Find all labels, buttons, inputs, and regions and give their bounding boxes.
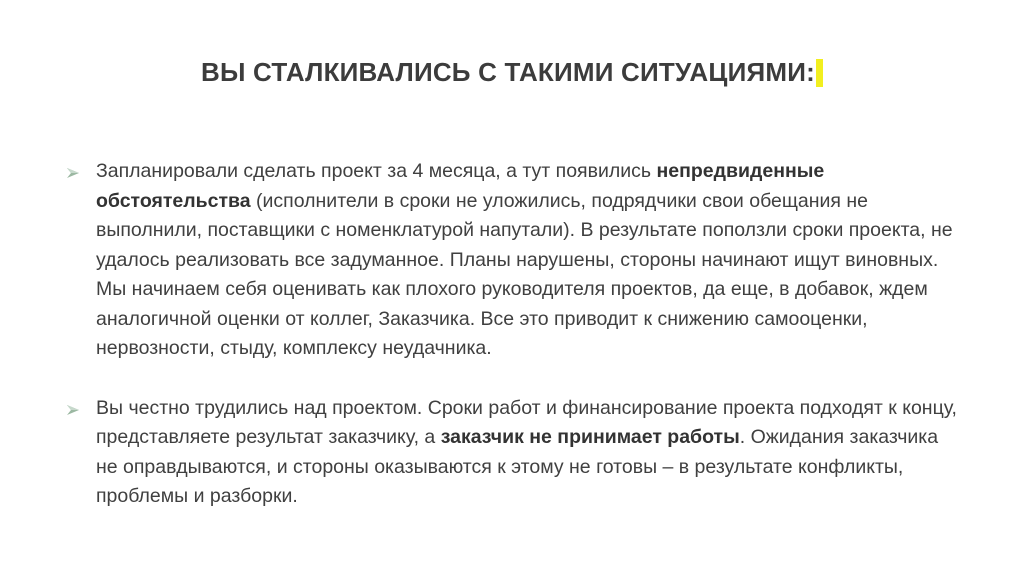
bullet-text: . Ожидания заказчика не оправдываются, и стороны оказываются к этому не готовы – в результате конфликты, проблемы и разборки. <box>96 426 939 507</box>
slide-title <box>0 55 1024 89</box>
arrow-bullet-icon <box>67 405 79 415</box>
bullet-item <box>60 394 960 512</box>
bullet-bold-text: заказчик не принимает работы <box>440 426 740 448</box>
bullet-text: Вы честно трудились над проектом. Сроки работ и финансирование проекта подходят к концу, представляете результат заказчику, а <box>96 396 957 448</box>
bullet-bold-text: непредвиденные обстоятельства <box>96 160 825 212</box>
arrow-bullet-icon <box>67 168 79 178</box>
bullet-text: Запланировали сделать проект за 4 месяца, а тут появились <box>96 160 657 182</box>
bullet-list <box>60 157 960 512</box>
text-cursor-mark <box>816 59 823 87</box>
slide-title-text: ВЫ СТАЛКИВАЛИСЬ С ТАКИМИ СИТУАЦИЯМИ: <box>201 57 815 87</box>
bullet-item <box>60 157 960 364</box>
bullet-text: (исполнители в сроки не уложились, подрядчики свои обещания не выполнили, поставщики с номенклатурой напутали). В результате поползли сроки проекта, не удалось реализовать все задуманное. Планы нарушены, стороны начинают ищут виновных. Мы начинаем себя оценивать как плохого руководителя проектов, да еще, в добавок, ждем аналогичной оценки от коллег, Заказчика. Все это приводит к снижению самооценки, нервозности, стыду, комплексу неудачника. <box>96 189 953 359</box>
